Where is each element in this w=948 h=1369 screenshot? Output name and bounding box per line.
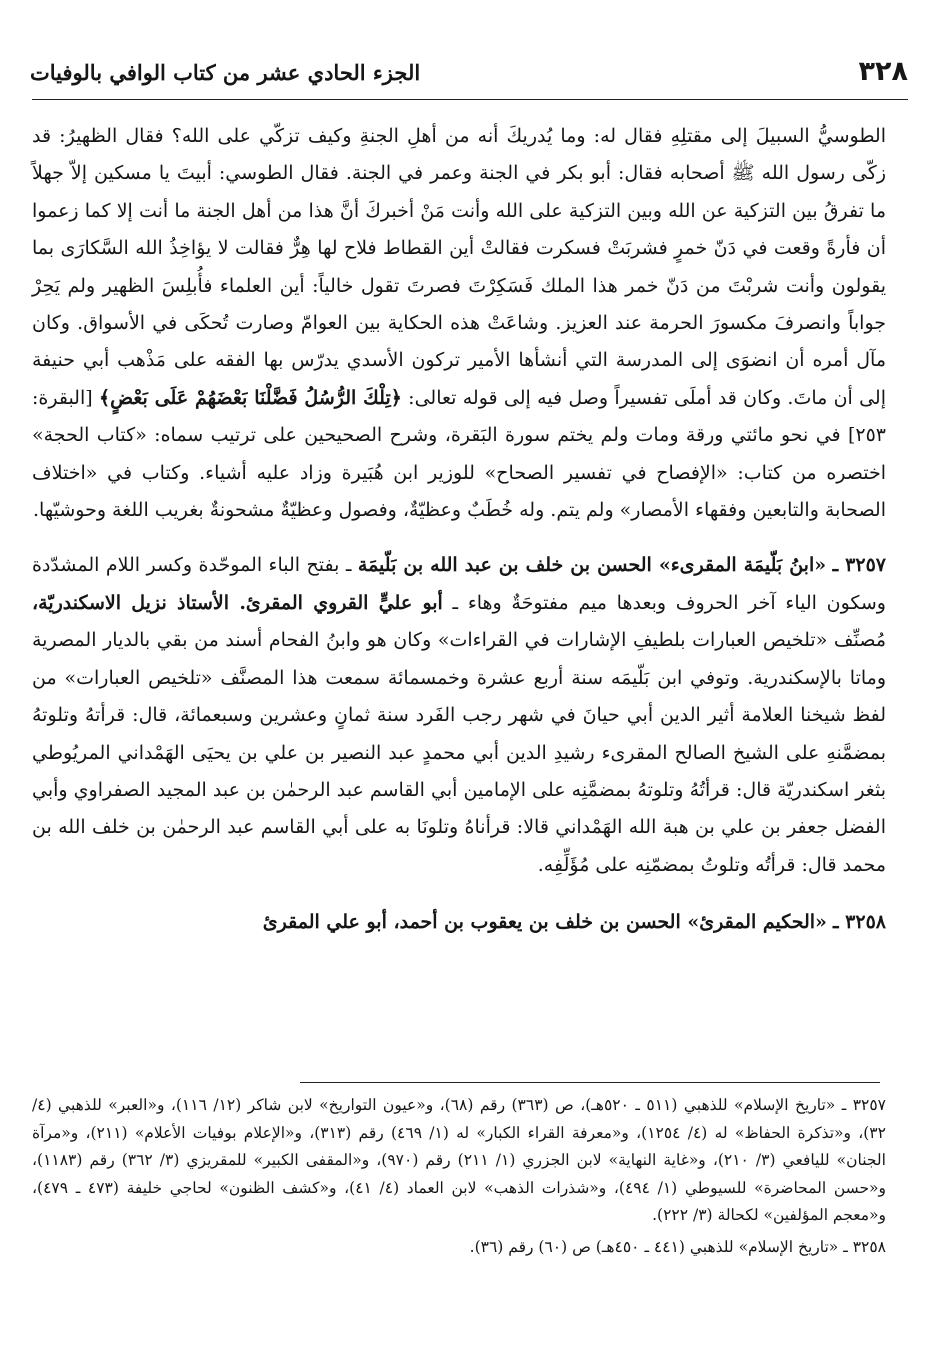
running-title: الجزء الحادي عشر من كتاب الوافي بالوفيات (30, 60, 421, 85)
header-divider (32, 99, 908, 100)
entry-3258 (32, 904, 886, 941)
footnote-divider (300, 1082, 880, 1083)
entry-heading: «ابنُ بَلّيمَة المقرىء» الحسن بن خلف بن عبد الله بن بَلّيمَة (357, 554, 827, 577)
paragraph-tusi-story (32, 118, 886, 529)
page-header (30, 52, 908, 92)
entry-kunya: أبو عليٍّ القروي المقرئ. الأستاذ نزيل الاسكندريّة، (32, 591, 443, 614)
footnote-3257: ٣٢٥٧ ـ «تاريخ الإسلام» للذهبي (٥١١ ـ ٥٢٠هـ)، ص (٣٦٣) رقم (٦٨)، و«عيون التواريخ» لابن شاكر (١٢/ ١١٦)، و«العبر» للذهبي (٤/ ٣٢)، و«تذكرة الحفاظ» له (٤/ ١٢٥٤)، و«معرفة القراء الكبار» له (١/ ٤٦٩) رقم (٣١٣)، و«الإعلام بوفيات الأعلام» (٢١١)، و«مرآة الجنان» لليافعي (٣/ ٢١٠)، و«غاية النهاية» لابن الجزري (١/ ٢١١) رقم (٩٧٠)، و«المقفى الكبير» للمقريزي (٣/ ٣٦٢) رقم (١١٨٣)، و«حسن المحاضرة» للسيوطي (١/ ٤٩٤)، و«شذرات الذهب» لابن العماد (٤/ ٤١)، و«كشف الظنون» لحاجي خليفة (٤٧٣ ـ ٤٧٩)، و«معجم المؤلفين» لكحالة (٣/ ٢٢٢). (32, 1096, 886, 1224)
entry-text: مُصنِّف «تلخيص العبارات بلطيفِ الإشارات في القراءات» وكان هو وابنُ الفحام أسند من بقي بالديار المصرية وماتا بالإسكندرية. وتوفي ابن بَلّيمَه سنة أربع عشرة وخمسمائة سمعت هذا المصنَّف «تلخيص العبارات» من لفظ شيخنا العلامة أثير الدين أبي حيانَ في شهر رجب الفَرد سنة ثمانٍ وعشرين وسبعمائة، قال: قرأتهُ وتلوتهُ بمضمَّنهِ على الشيخ الصالح المقرىء رشيدِ الدين أبي محمدٍ عبد النصير بن علي بن يحيَى الهَمْداني المريُوطي بثغر اسكندريّة قال: قرأتُهُ وتلوتهُ بمضمَّنِه على الإمامين أبي القاسم عبد الرحمٰن بن عبد المجيد الصفراوي وأبي الفضل جعفر بن علي بن هبة الله الهَمْداني قالا: قرأناهُ وتلونَا به على أبي القاسم عبد الرحمٰن بن خلف الله بن محمد قال: قرأتُه وتلوتُ بمضمّنِه على مُؤَلِّفِه. (32, 629, 886, 876)
paragraph-text-tail: [البقرة: ٢٥٣] في نحو مائتي ورقة ومات ولم يختم سورة البَقرة، وشرح الصحيحين على ترتيب سماه: «كتاب الحجة» اختصره من كتاب: «الإفصاح في تفسير الصحاح» للوزير ابن هُبَيرة وزاد عليه أشياء. وكتاب في «اختلاف الصحابة والتابعين وفقهاء الأمصار» ولم يتم. وله خُطَبٌ وعظيّةٌ، وفصول وعظيّةٌ مشحونةٌ بغريب اللغة وحوشيّها. (32, 386, 886, 522)
footnotes (32, 1092, 886, 1265)
entry-number: ٣٢٥٧ ـ (832, 554, 886, 577)
footnote-3258: ٣٢٥٨ ـ «تاريخ الإسلام» للذهبي (٤٤١ ـ ٤٥٠هـ) ص (٦٠) رقم (٣٦). (469, 1237, 886, 1256)
paragraph-text: الطوسيُّ السبيلَ إلى مقتلِهِ فقال له: وما يُدريكَ أنه من أهلِ الجنةِ وكيف تزكّي على الله؟ فقال الظهيرُ: قد زكّى رسول الله ﷺ أصحابه فقال: أبو بكر في الجنة وعمر في الجنة. فقال الطوسي: أبيتَ يا مسكين إلاّ جهلاً ما تفرقُ بين التزكية عن الله وبين التزكية على الله وأنت مَنْ أخبركَ أنَّ هذا من أهل الجنة ما أنت إلا كما زعموا أن فأرةً وقعت في دَنّ خمرٍ فشربَتْ فسكرت فقالتْ أين القطاط فلاح لها هِرٌّ فقالت لا يؤاخِذُ الله السَّكارَى بما يقولون وأنت شربْتَ من دَنّ خمر هذا الملك فَسَكِرْتَ فصرتَ تقول خالياً: أين العلماء فأُبلِسَ الظهير ولم يَحِرْ جواباً وانصرفَ مكسورَ الحرمة عند العزيز. وشاعَتْ هذه الحكاية بين العوامّ وصارت تُحكَى في الأسواق. وكان مآل أمره أن انضوَى إلى المدرسة التي أنشأها الأمير تركون الأسدي يدرّس بها الفقه على مَذْهب أبي حنيفة إلى أن ماتَ. وكان قد أملَى تفسيراً وصل فيه إلى قوله تعالى: (32, 125, 886, 409)
entry-heading: «الحكيم المقرئ» الحسن بن خلف بن يعقوب بن أحمد، أبو علي المقرئ (262, 911, 827, 934)
main-text (32, 118, 886, 942)
page-number: ٣٢٨ (858, 56, 908, 87)
entry-number: ٣٢٥٨ ـ (832, 911, 886, 934)
entry-3257 (32, 547, 886, 884)
entry-text: ـ بفتح الباء الموحّدة وكسر اللام المشدّدة وسكون الياء آخر الحروف وبعدها ميم مفتوحَةٌ وهاء ـ (32, 554, 886, 614)
quran-verse: ﴿تِلْكَ الرُّسُلُ فَضَّلْنَا بَعْضَهُمْ عَلَى بَعْضٍ﴾ (98, 386, 402, 409)
